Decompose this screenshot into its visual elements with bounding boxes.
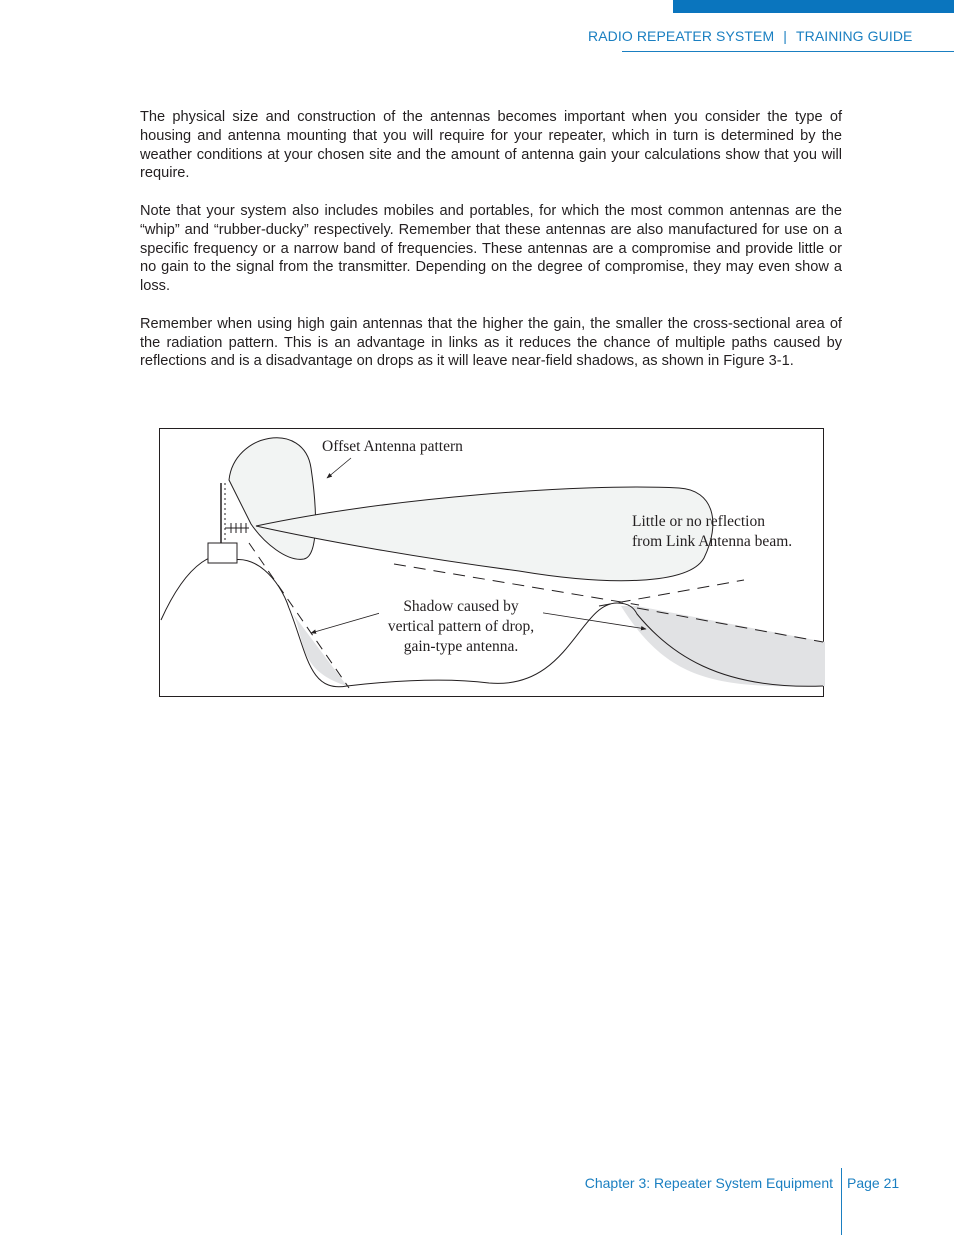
paragraph-2: Note that your system also includes mobiles and portables, for which the most common antennas are the “whip” and “rubber-ducky” respectively. Remember that these antennas are also manufactured for use on a specific frequency or a narrow band of frequencies. These antennas are a compromise and provide little or no gain to the signal from the transmitter. Depending on the degree of compromise, they may even show a loss. [140, 202, 842, 295]
antenna-diagram [159, 428, 825, 698]
offset-label-arrow [327, 458, 351, 478]
shadow-label-line1: Shadow caused by [403, 598, 519, 615]
paragraph-1: The physical size and construction of the antennas becomes important when you consider the type of housing and antenna mounting that you will require for your repeater, which in turn is determined by the weather conditions at your chosen site and the amount of antenna gain your calculations show that you will require. [140, 109, 842, 182]
offset-antenna-lobe [229, 438, 315, 560]
offset-pattern-label: Offset Antenna pattern [322, 438, 463, 455]
header-title: RADIO REPEATER SYSTEM [588, 28, 775, 44]
reflection-label-line1: Little or no reflection [632, 513, 765, 530]
repeater-housing-icon [208, 543, 237, 563]
header-separator: | [783, 28, 787, 44]
drop-dashed-line [249, 543, 349, 688]
header-rule [622, 51, 954, 52]
header-subtitle: TRAINING GUIDE [795, 28, 913, 44]
shadow-label-line3: gain-type antenna. [403, 638, 519, 655]
footer-rule [841, 1168, 842, 1235]
left-shadow-area [287, 606, 347, 686]
page-number: Page 21 [847, 1175, 900, 1191]
body-text [140, 108, 842, 390]
figure-antenna-patterns [159, 428, 825, 698]
header-accent-bar [673, 0, 954, 13]
shadow-arrow-left [311, 611, 387, 633]
paragraph-3: Remember when using high gain antennas that the higher the gain, the smaller the cross-sectional area of the radiation pattern. This is an advantage in links as it reduces the chance of multiple paths caused by reflections and is a disadvantage on drops as it will leave near-field shadows, as shown in Figure 3-1. [140, 315, 842, 370]
reflection-dashed-line-2 [599, 580, 744, 606]
footer-chapter: Chapter 3: Repeater System Equipment [584, 1175, 833, 1191]
shadow-label-line2: vertical pattern of drop, [387, 618, 535, 635]
reflection-label-line2: from Link Antenna beam. [632, 533, 793, 550]
running-header [588, 28, 913, 44]
